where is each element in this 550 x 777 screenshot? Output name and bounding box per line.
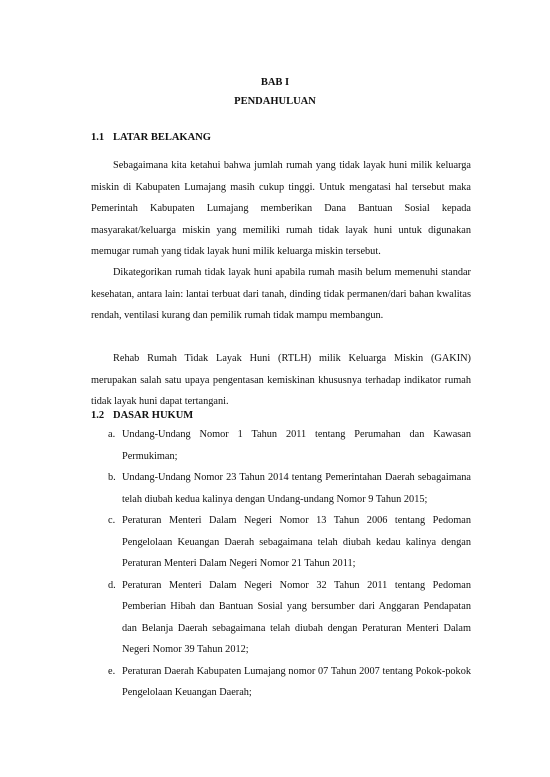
list-item (91, 424, 471, 467)
list-item-text: Undang-Undang Nomor 1 Tahun 2011 tentang Perumahan dan Kawasan Permukiman; (122, 429, 471, 462)
list-marker: b. (108, 472, 116, 483)
list-item-text: Undang-Undang Nomor 23 Tahun 2014 tentang Pemerintahan Daerah sebagaimana telah diubah kedua kalinya dengan Undang-undang Nomor 9 Tahun 2015; (122, 472, 471, 505)
chapter-title: PENDAHULUAN (234, 96, 316, 107)
paragraph-latar-belakang-1: Sebagaimana kita ketahui bahwa jumlah rumah yang tidak layak huni milik keluarga miskin di Kabupaten Lumajang masih cukup tinggi. Untuk mengatasi hal tersebut maka Pemerintah Kabupaten Lumajang memberikan Dana Bantuan Sosial kepada masyarakat/keluarga miskin yang memiliki rumah tidak layak huni untuk digunakan memugar rumah yang tidak layak huni milik keluarga miskin tersebut. (91, 160, 471, 257)
list-item-text: Peraturan Menteri Dalam Negeri Nomor 32 Tahun 2011 tentang Pedoman Pemberian Hibah dan Bantuan Sosial yang bersumber dari Anggaran Pendapatan dan Belanja Daerah sebagaimana telah diubah dengan Peraturan Menteri Dalam Negeri Nomor 39 Tahun 2012; (122, 579, 471, 655)
list-item (91, 661, 471, 704)
section-title: DASAR HUKUM (113, 410, 194, 421)
list-item (91, 575, 471, 661)
chapter-number: BAB I (260, 77, 290, 88)
list-item (91, 510, 471, 575)
section-number: 1.1 (91, 132, 105, 143)
section-heading-dasar-hukum (91, 409, 193, 423)
list-marker: a. (108, 429, 116, 440)
list-item-text: Peraturan Daerah Kabupaten Lumajang nomor 07 Tahun 2007 tentang Pokok-pokok Pengelolaan Keuangan Daerah; (122, 665, 471, 698)
paragraph-latar-belakang-3: Rehab Rumah Tidak Layak Huni (RTLH) milik Keluarga Miskin (GAKIN) merupakan salah satu upaya pengentasan kemiskinan khususnya terhadap indikator rumah tidak layak huni dapat tertangani. (91, 353, 471, 407)
list-item-text: Peraturan Menteri Dalam Negeri Nomor 13 Tahun 2006 tentang Pedoman Pengelolaan Keuangan Daerah sebagaimana telah diubah kedau kalinya dengan Peraturan Menteri Dalam Negeri Nomor 21 Tahun 2011; (122, 515, 471, 569)
section-heading-latar-belakang (91, 131, 211, 145)
legal-basis-list (91, 424, 471, 704)
section-number: 1.2 (91, 410, 105, 421)
paragraph-latar-belakang-2: Dikategorikan rumah tidak layak huni apabila rumah masih belum memenuhi standar kesehatan, antara lain: lantai terbuat dari tanah, dinding tidak permanen/dari bahan kwalitas rendah, ventilasi kurang dan pemilik rumah tidak mampu membangun. (91, 267, 471, 321)
section-title: LATAR BELAKANG (113, 132, 211, 143)
list-item (91, 467, 471, 510)
list-marker: c. (108, 515, 116, 526)
list-marker: e. (108, 665, 116, 677)
list-marker: d. (108, 579, 116, 591)
